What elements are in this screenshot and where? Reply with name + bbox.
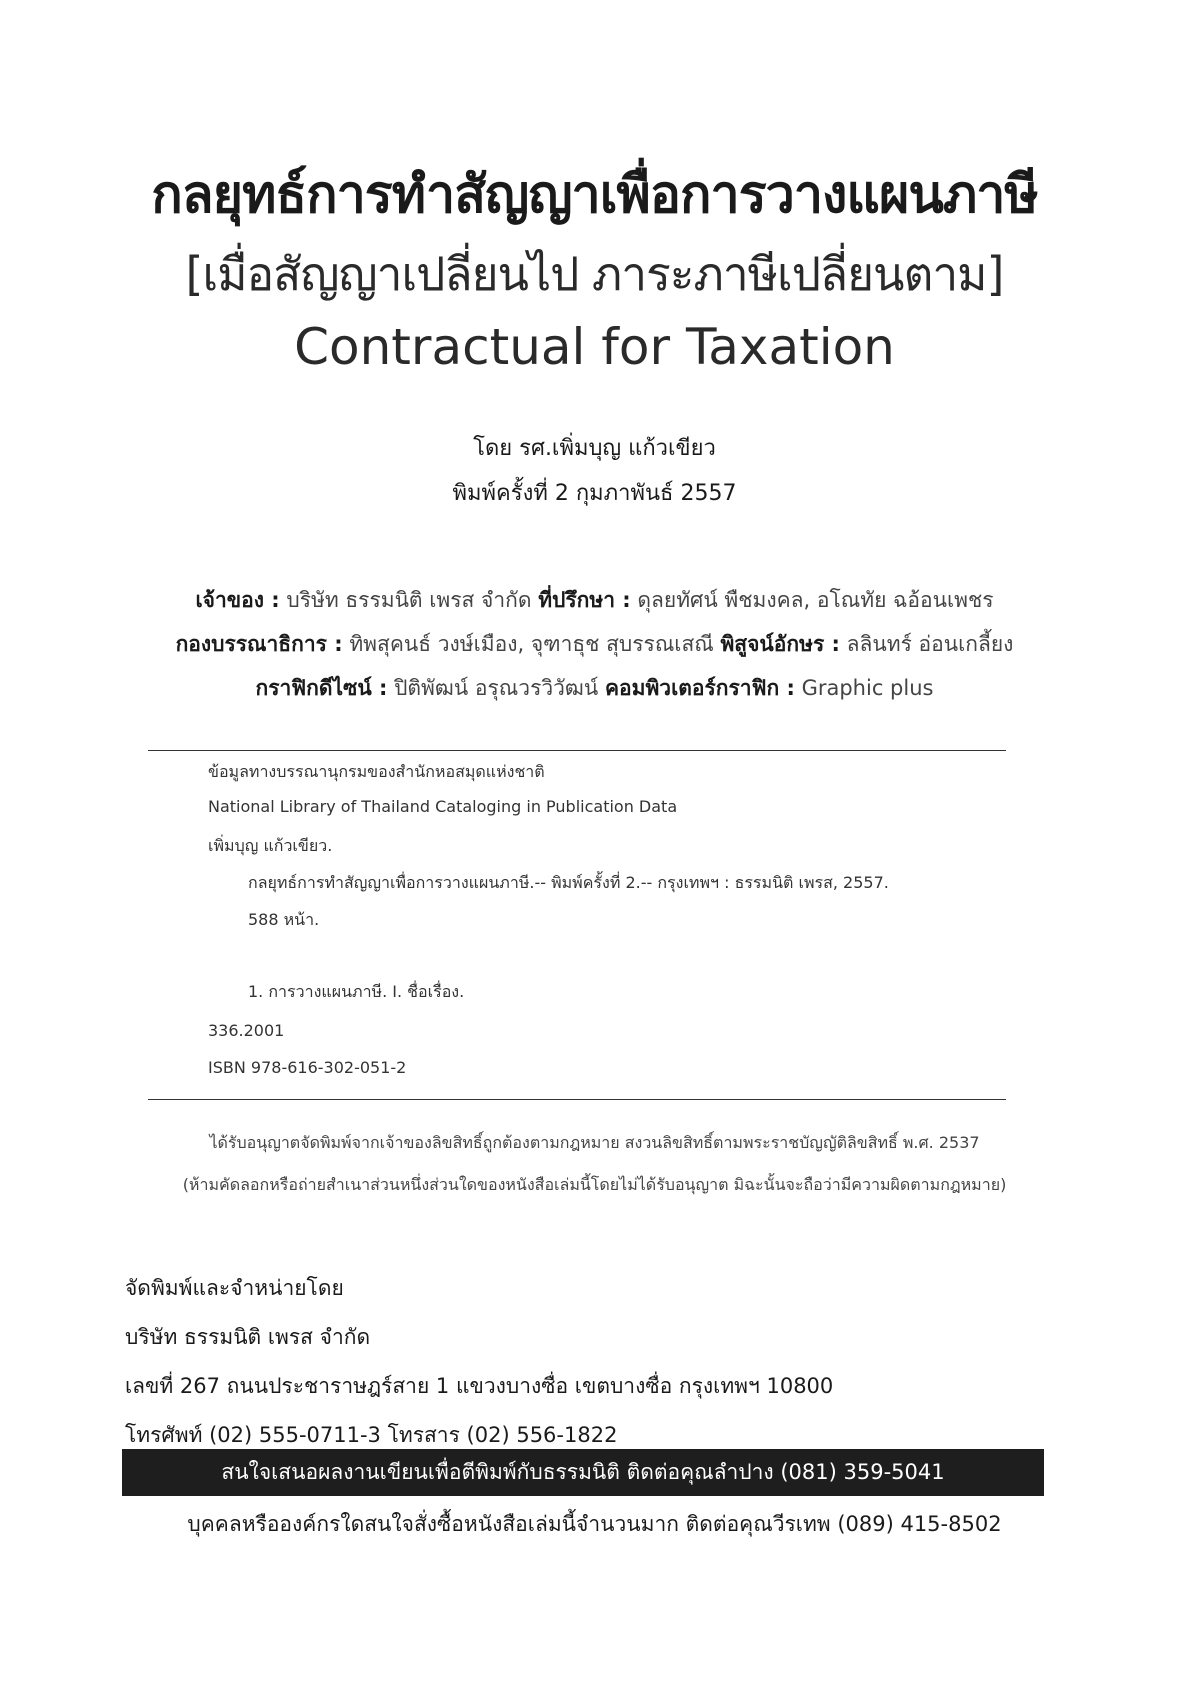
book-subtitle-thai: [เมื่อสัญญาเปลี่ยนไป ภาระภาษีเปลี่ยนตาม] (185, 247, 1004, 301)
cip-pages: 588 หน้า. (248, 910, 320, 929)
cip-title-line: กลยุทธ์การทำสัญญาเพื่อการวางแผนภาษี.-- พิมพ์ครั้งที่ 2.-- กรุงเทพฯ : ธรรมนิติ เพรส, 2557. (248, 873, 889, 892)
advisor-label: ที่ปรึกษา : (538, 588, 631, 612)
editorial-value: ทิพสุคนธ์ วงษ์เมือง, จุฑาธุช สุบรรณเสณี (349, 632, 714, 656)
book-title-thai: กลยุทธ์การทำสัญญาเพื่อการวางแผนภาษี (151, 165, 1038, 225)
copyright-warning: (ห้ามคัดลอกหรือถ่ายสำเนาส่วนหนึ่งส่วนใดของหนังสือเล่มนี้โดยไม่ได้รับอนุญาต มิฉะนั้นจะถือว่ามีความผิดตามกฎหมาย) (182, 1175, 1007, 1194)
credits-row-1 (0, 578, 1189, 622)
publisher-address: เลขที่ 267 ถนนประชาราษฎร์สาย 1 แขวงบางซื่อ เขตบางซื่อ กรุงเทพฯ 10800 (125, 1374, 834, 1398)
copyright-notice: ได้รับอนุญาตจัดพิมพ์จากเจ้าของลิขสิทธิ์ถูกต้องตามกฎหมาย สงวนลิขสิทธิ์ตามพระราชบัญญัติลิขสิทธิ์ พ.ศ. 2537 (209, 1133, 980, 1152)
manuscript-contact-bar: สนใจเสนอผลงานเขียนเพื่อตีพิมพ์กับธรรมนิติ ติดต่อคุณลำปาง (081) 359-5041 (122, 1449, 1044, 1496)
cip-classification: 336.2001 (208, 1021, 285, 1040)
proof-value: ลลินทร์ อ่อนเกลี้ยง (846, 632, 1014, 656)
cip-heading-thai: ข้อมูลทางบรรณานุกรมของสำนักหอสมุดแห่งชาติ (208, 762, 545, 781)
bulk-order-contact: บุคคลหรือองค์กรใดสนใจสั่งซื้อหนังสือเล่มนี้จำนวนมาก ติดต่อคุณวีรเทพ (089) 415-8502 (187, 1512, 1002, 1536)
editorial-label: กองบรรณาธิการ : (175, 632, 343, 656)
advisor-value: ดุลยทัศน์ พืชมงคล, อโณทัย ฉอ้อนเพชร (637, 588, 994, 612)
proof-label: พิสูจน์อักษร : (720, 632, 840, 656)
cip-bottom-rule (148, 1099, 1006, 1100)
author-line: โดย รศ.เพิ่มบุญ แก้วเขียว (473, 436, 716, 461)
owner-label: เจ้าของ : (195, 588, 280, 612)
book-title-english: Contractual for Taxation (294, 318, 895, 376)
publisher-heading: จัดพิมพ์และจำหน่ายโดย (125, 1276, 344, 1300)
cip-subject: 1. การวางแผนภาษี. I. ชื่อเรื่อง. (248, 982, 465, 1001)
edition-line: พิมพ์ครั้งที่ 2 กุมภาพันธ์ 2557 (452, 481, 737, 506)
computer-graphic-label: คอมพิวเตอร์กราฟิก : (604, 676, 795, 700)
credits-row-3 (0, 666, 1189, 710)
owner-value: บริษัท ธรรมนิติ เพรส จำกัด (286, 588, 532, 612)
cip-author: เพิ่มบุญ แก้วเขียว. (208, 836, 333, 855)
publisher-phone: โทรศัพท์ (02) 555-0711-3 โทรสาร (02) 556-1822 (125, 1423, 618, 1447)
graphic-value: ปิติพัฒน์ อรุณวรวิวัฒน์ (394, 676, 599, 700)
publisher-name: บริษัท ธรรมนิติ เพรส จำกัด (125, 1325, 371, 1349)
cip-heading-english: National Library of Thailand Cataloging in Publication Data (208, 797, 678, 816)
cip-isbn: ISBN 978-616-302-051-2 (208, 1058, 407, 1077)
credits-block (0, 578, 1189, 710)
credits-row-2 (0, 622, 1189, 666)
computer-graphic-value: Graphic plus (801, 676, 934, 700)
cip-top-rule (148, 750, 1006, 751)
graphic-label: กราฟิกดีไซน์ : (255, 676, 388, 700)
